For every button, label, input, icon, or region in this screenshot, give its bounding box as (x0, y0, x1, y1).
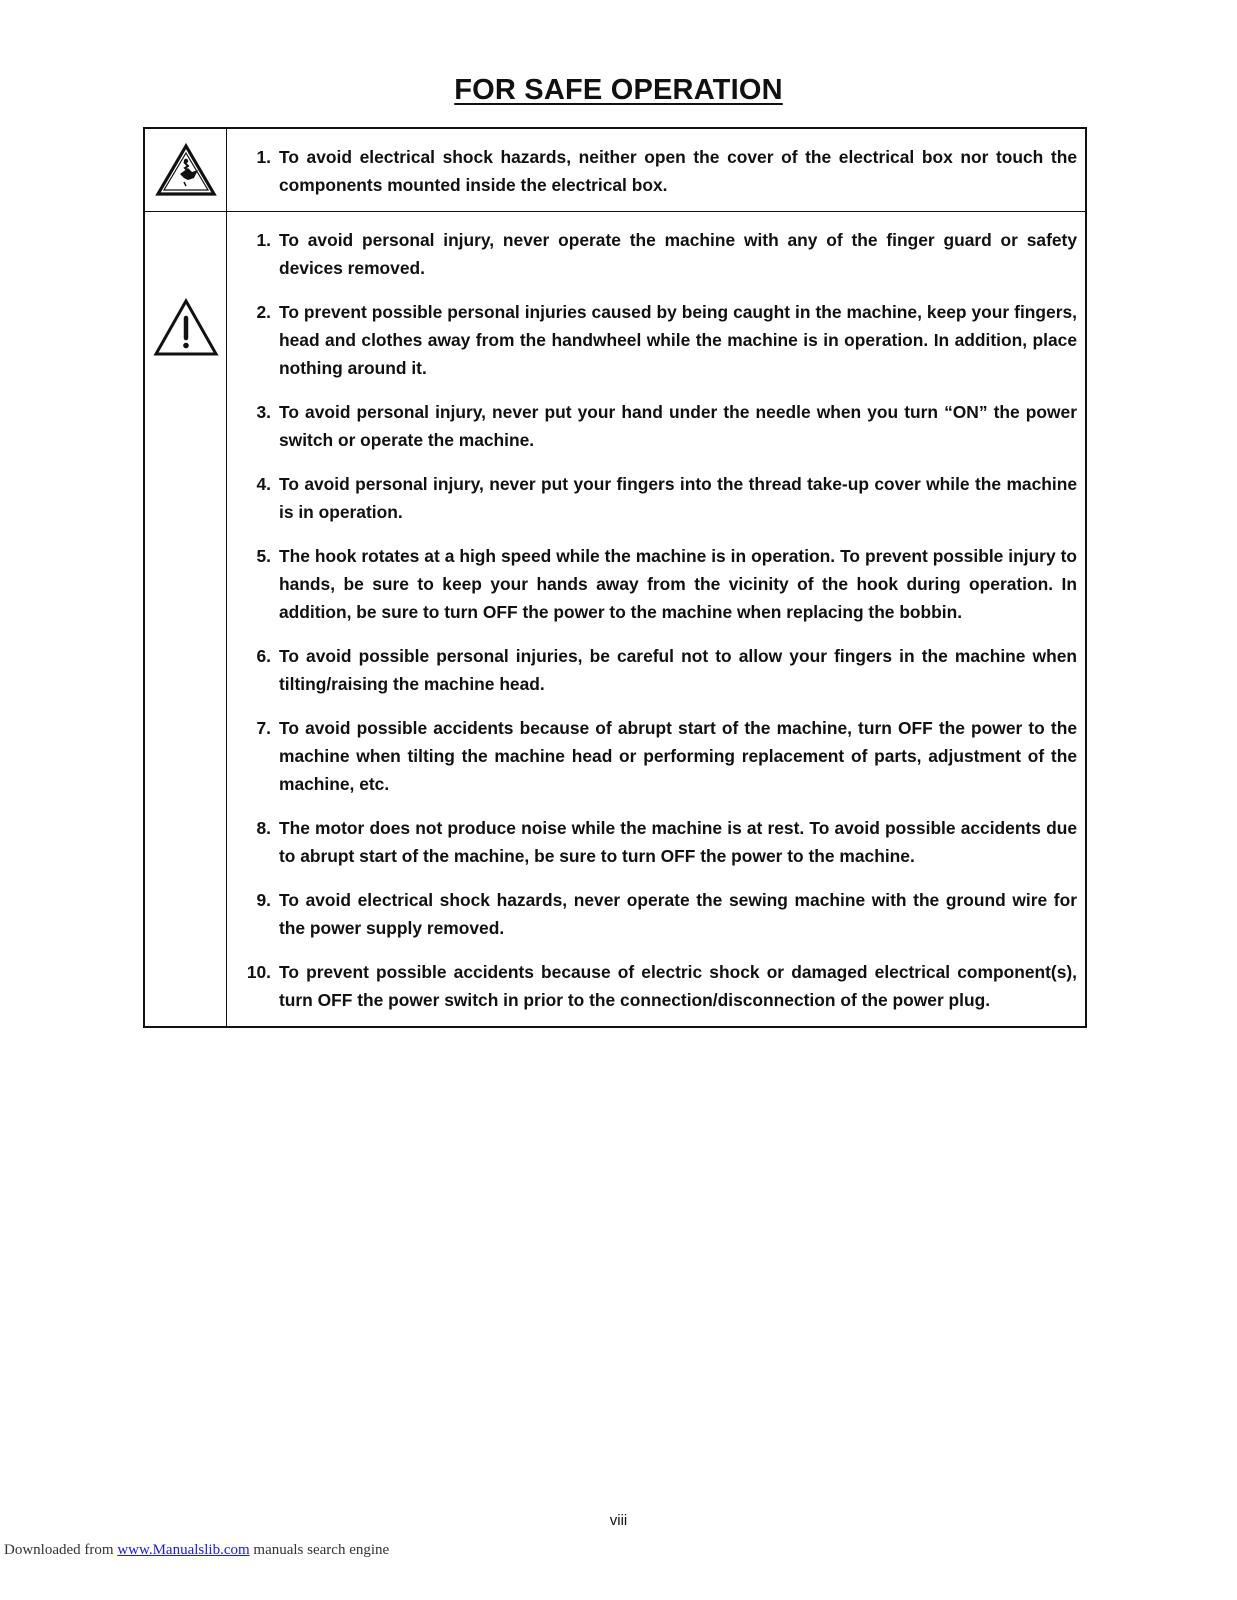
exclamation-warning-icon (153, 298, 219, 358)
list-item (245, 814, 1077, 870)
page-title: FOR SAFE OPERATION (454, 74, 783, 106)
item-number: 1. (256, 147, 271, 167)
list-item (245, 398, 1077, 454)
list-item (245, 298, 1077, 382)
list-item (245, 226, 1077, 282)
caution-text-cell (227, 212, 1085, 1026)
item-number: 6. (256, 646, 271, 666)
item-number: 8. (256, 818, 271, 838)
item-number: 10. (246, 962, 271, 982)
item-number: 7. (256, 718, 271, 738)
page-number: viii (609, 1512, 628, 1529)
item-number: 1. (256, 230, 271, 250)
list-item (245, 642, 1077, 698)
item-text: To avoid possible personal injuries, be careful not to allow your fingers in the machine when tilting/raising the machine head. (279, 646, 1077, 694)
caution-section (145, 211, 1085, 1026)
item-text: To avoid electrical shock hazards, never operate the sewing machine with the ground wire for the power supply removed. (279, 890, 1077, 938)
item-number: 4. (256, 474, 271, 494)
item-number: 5. (256, 546, 271, 566)
item-text: To avoid personal injury, never operate the machine with any of the finger guard or safety devices removed. (279, 230, 1077, 278)
danger-icon-cell (145, 129, 227, 211)
caution-icon-cell (145, 212, 227, 1026)
item-text: To avoid personal injury, never put your hand under the needle when you turn “ON” the power switch or operate the machine. (279, 402, 1077, 450)
list-item (245, 542, 1077, 626)
item-text: The motor does not produce noise while the machine is at rest. To avoid possible accidents due to abrupt start of the machine, be sure to turn OFF the power to the machine. (279, 818, 1077, 866)
item-number: 2. (256, 302, 271, 322)
item-text: To prevent possible personal injuries caused by being caught in the machine, keep your fingers, head and clothes away from the handwheel while the machine is in operation. In addition, place nothing around it. (279, 302, 1077, 378)
manualslib-link[interactable]: www.Manualslib.com (117, 1542, 250, 1558)
list-item (245, 470, 1077, 526)
electric-shock-warning-icon (154, 142, 218, 198)
caution-list (245, 226, 1077, 1014)
list-item (245, 886, 1077, 942)
danger-text-cell (227, 129, 1085, 211)
item-text: To avoid possible accidents because of abrupt start of the machine, turn OFF the power to the machine when tilting the machine head or performing replacement of parts, adjustment of the machine, etc. (279, 718, 1077, 794)
list-item (245, 714, 1077, 798)
danger-list (245, 143, 1077, 199)
item-number: 3. (256, 402, 271, 422)
item-text: To prevent possible accidents because of electric shock or damaged electrical component(s), turn OFF the power switch in prior to the connection/disconnection of the power plug. (279, 962, 1077, 1010)
list-item (245, 958, 1077, 1014)
item-text: The hook rotates at a high speed while the machine is in operation. To prevent possible injury to hands, be sure to keep your hands away from the vicinity of the hook during operation. In addition, be sure to turn OFF the power to the machine when replacing the bobbin. (279, 546, 1077, 622)
item-text: To avoid personal injury, never put your fingers into the thread take-up cover while the machine is in operation. (279, 474, 1077, 522)
danger-section (145, 129, 1085, 211)
safety-table (143, 127, 1087, 1028)
footer-suffix: manuals search engine (249, 1542, 390, 1558)
item-number: 9. (256, 890, 271, 910)
footer-prefix: Downloaded from (4, 1542, 118, 1558)
item-text: To avoid electrical shock hazards, neither open the cover of the electrical box nor touch the components mounted inside the electrical box. (279, 147, 1077, 195)
download-footer (4, 1542, 389, 1559)
list-item (245, 143, 1077, 199)
